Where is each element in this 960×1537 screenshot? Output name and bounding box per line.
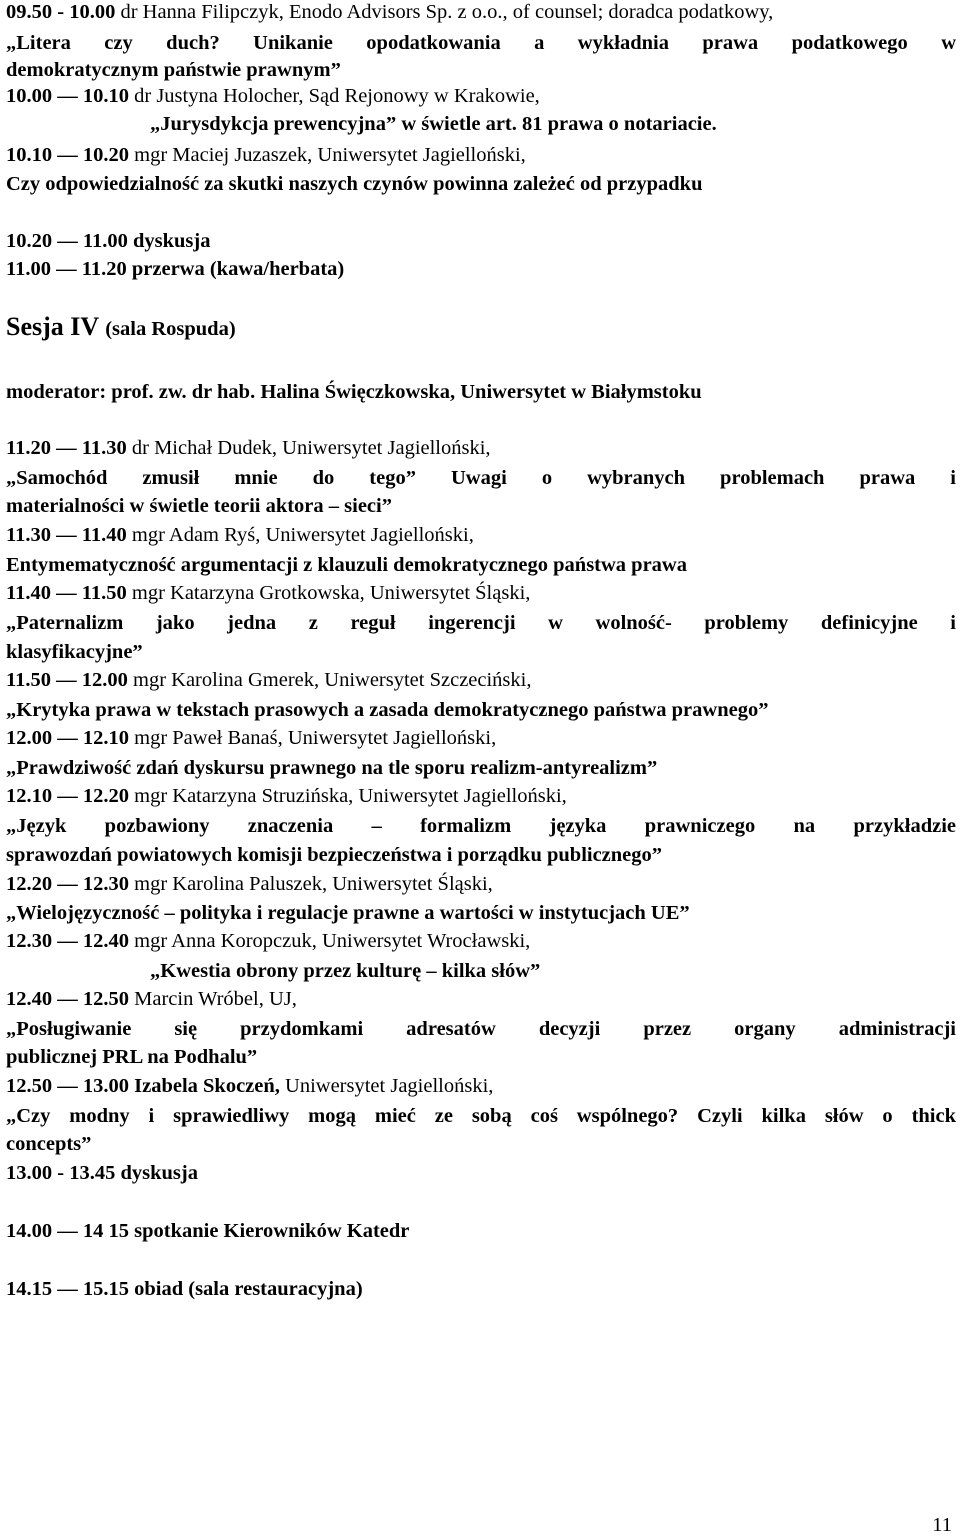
speaker: dr Justyna Holocher, Sąd Rejonowy w Krakowie, — [134, 85, 540, 107]
time-label: 11.30 — 11.40 — [6, 524, 127, 546]
talk-title-line: „Jurysdykcja prewencyjna” w świetle art. 81 prawa o notariacie. — [150, 113, 717, 135]
talk-title-line: „Litera czy duch? Unikanie opodatkowania a wykładnia prawa podatkowego w — [6, 32, 956, 54]
time-label: 12.40 — 12.50 — [6, 988, 129, 1010]
time-label: 11.40 — 11.50 — [6, 582, 127, 604]
talk-title-line: „Kwestia obrony przez kulturę – kilka słów” — [150, 960, 541, 982]
item-time-row — [6, 2, 773, 23]
item-label: dyskusja — [120, 1162, 198, 1184]
talk-title-line: concepts” — [6, 1133, 92, 1155]
speaker: mgr Maciej Juzaszek, Uniwersytet Jagielloński, — [134, 144, 526, 166]
talk-title-line: klasyfikacyjne” — [6, 641, 143, 663]
speaker: mgr Katarzyna Grotkowska, Uniwersytet Śląski, — [131, 582, 531, 604]
talk-title-line: „Posługiwanie się przydomkami adresatów decyzji przez organy administracji — [6, 1018, 956, 1040]
time-label: 09.50 - 10.00 — [6, 1, 116, 23]
speaker: dr Michał Dudek, Uniwersytet Jagielloński, — [131, 437, 491, 459]
closing-item — [6, 1279, 363, 1300]
time-label: 11.00 — 11.20 — [6, 258, 127, 280]
time-label: 10.20 — 11.00 — [6, 230, 128, 252]
time-label: 12.30 — 12.40 — [6, 930, 129, 952]
time-label: 12.00 — 12.10 — [6, 727, 129, 749]
item-label: dyskusja — [133, 230, 211, 252]
talk-title-line: materialności w świetle teorii aktora – sieci” — [6, 495, 392, 517]
talk-title-line: demokratycznym państwie prawnym” — [6, 59, 341, 81]
time-label: 11.50 — 12.00 — [6, 669, 128, 691]
item-time-row — [6, 145, 526, 166]
session-title: Sesja IV — [6, 312, 99, 341]
talk-time-row — [6, 931, 530, 952]
talk-time-row — [6, 583, 530, 604]
session-heading — [6, 314, 236, 340]
talk-title-line: „Wielojęzyczność – polityka i regulacje prawne a wartości w instytucjach UE” — [6, 902, 690, 924]
speaker: dr Hanna Filipczyk, Enodo Advisors Sp. z o.o., of counsel; doradca podatkowy, — [120, 1, 774, 23]
time-label: 12.10 — 12.20 — [6, 785, 129, 807]
speaker: mgr Paweł Banaś, Uniwersytet Jagielloński, — [134, 727, 497, 749]
talk-title-line: „Prawdziwość zdań dyskursu prawnego na tle sporu realizm-antyrealizm” — [6, 757, 658, 779]
closing-item — [6, 1221, 409, 1242]
talk-time-row — [6, 728, 496, 749]
item-label: obiad (sala restauracyjna) — [134, 1278, 363, 1300]
talk-title-line: „Czy modny i sprawiedliwy mogą mieć ze sobą coś wspólnego? Czyli kilka słów o thick — [6, 1105, 956, 1127]
session-moderator: moderator: prof. zw. dr hab. Halina Święczkowska, Uniwersytet w Białymstoku — [6, 381, 702, 403]
item-label: spotkanie Kierowników Katedr — [134, 1220, 410, 1242]
time-label: 14.00 — 14 15 — [6, 1220, 129, 1242]
talk-time-row — [6, 786, 567, 807]
talk-title-line: „Samochód zmusił mnie do tego” Uwagi o wybranych problemach prawa i — [6, 467, 956, 489]
closing-item — [6, 1163, 198, 1184]
page-number: 11 — [932, 1514, 952, 1536]
time-label: 11.20 — 11.30 — [6, 437, 127, 459]
talk-title-line: „Krytyka prawa w tekstach prasowych a zasada demokratycznego państwa prawnego” — [6, 699, 769, 721]
talk-time-row — [6, 874, 493, 895]
speaker: Marcin Wróbel, UJ, — [134, 988, 297, 1010]
item-label: przerwa (kawa/herbata) — [131, 258, 345, 280]
talk-time-row — [6, 670, 531, 691]
speaker: mgr Katarzyna Struzińska, Uniwersytet Jagielloński, — [134, 785, 567, 807]
talk-title-line: Czy odpowiedzialność za skutki naszych czynów powinna zależeć od przypadku — [6, 173, 703, 195]
item-time-row — [6, 259, 344, 280]
time-label: 14.15 — 15.15 — [6, 1278, 129, 1300]
session-room: (sala Rospuda) — [105, 318, 236, 340]
item-time-row — [6, 86, 540, 107]
time-label: 12.20 — 12.30 — [6, 873, 129, 895]
talk-title-line: „Paternalizm jako jedna z reguł ingerencji w wolność- problemy definicyjne i — [6, 612, 956, 634]
speaker: mgr Anna Koropczuk, Uniwersytet Wrocławski, — [134, 930, 531, 952]
talk-time-row — [6, 438, 491, 459]
speaker: mgr Adam Ryś, Uniwersytet Jagielloński, — [131, 524, 474, 546]
time-label: 10.10 — 10.20 — [6, 144, 129, 166]
time-label: 10.00 — 10.10 — [6, 85, 129, 107]
speaker: Uniwersytet Jagielloński, — [285, 1075, 494, 1097]
talk-title-line: sprawozdań powiatowych komisji bezpieczeństwa i porządku publicznego” — [6, 844, 663, 866]
talk-title-line: „Język pozbawiony znaczenia – formalizm języka prawniczego na przykładzie — [6, 815, 956, 837]
time-label: 12.50 — 13.00 — [6, 1075, 129, 1097]
talk-time-row — [6, 989, 297, 1010]
speaker: mgr Karolina Gmerek, Uniwersytet Szczeciński, — [133, 669, 532, 691]
item-time-row — [6, 231, 211, 252]
talk-time-row — [6, 525, 474, 546]
time-label: 13.00 - 13.45 — [6, 1162, 116, 1184]
talk-title-line: publicznej PRL na Podhalu” — [6, 1046, 258, 1068]
talk-time-row — [6, 1076, 493, 1097]
talk-title-line: Entymematyczność argumentacji z klauzuli demokratycznego państwa prawa — [6, 554, 687, 576]
speaker-name: Izabela Skoczeń, — [134, 1075, 280, 1097]
speaker: mgr Karolina Paluszek, Uniwersytet Śląski, — [134, 873, 493, 895]
